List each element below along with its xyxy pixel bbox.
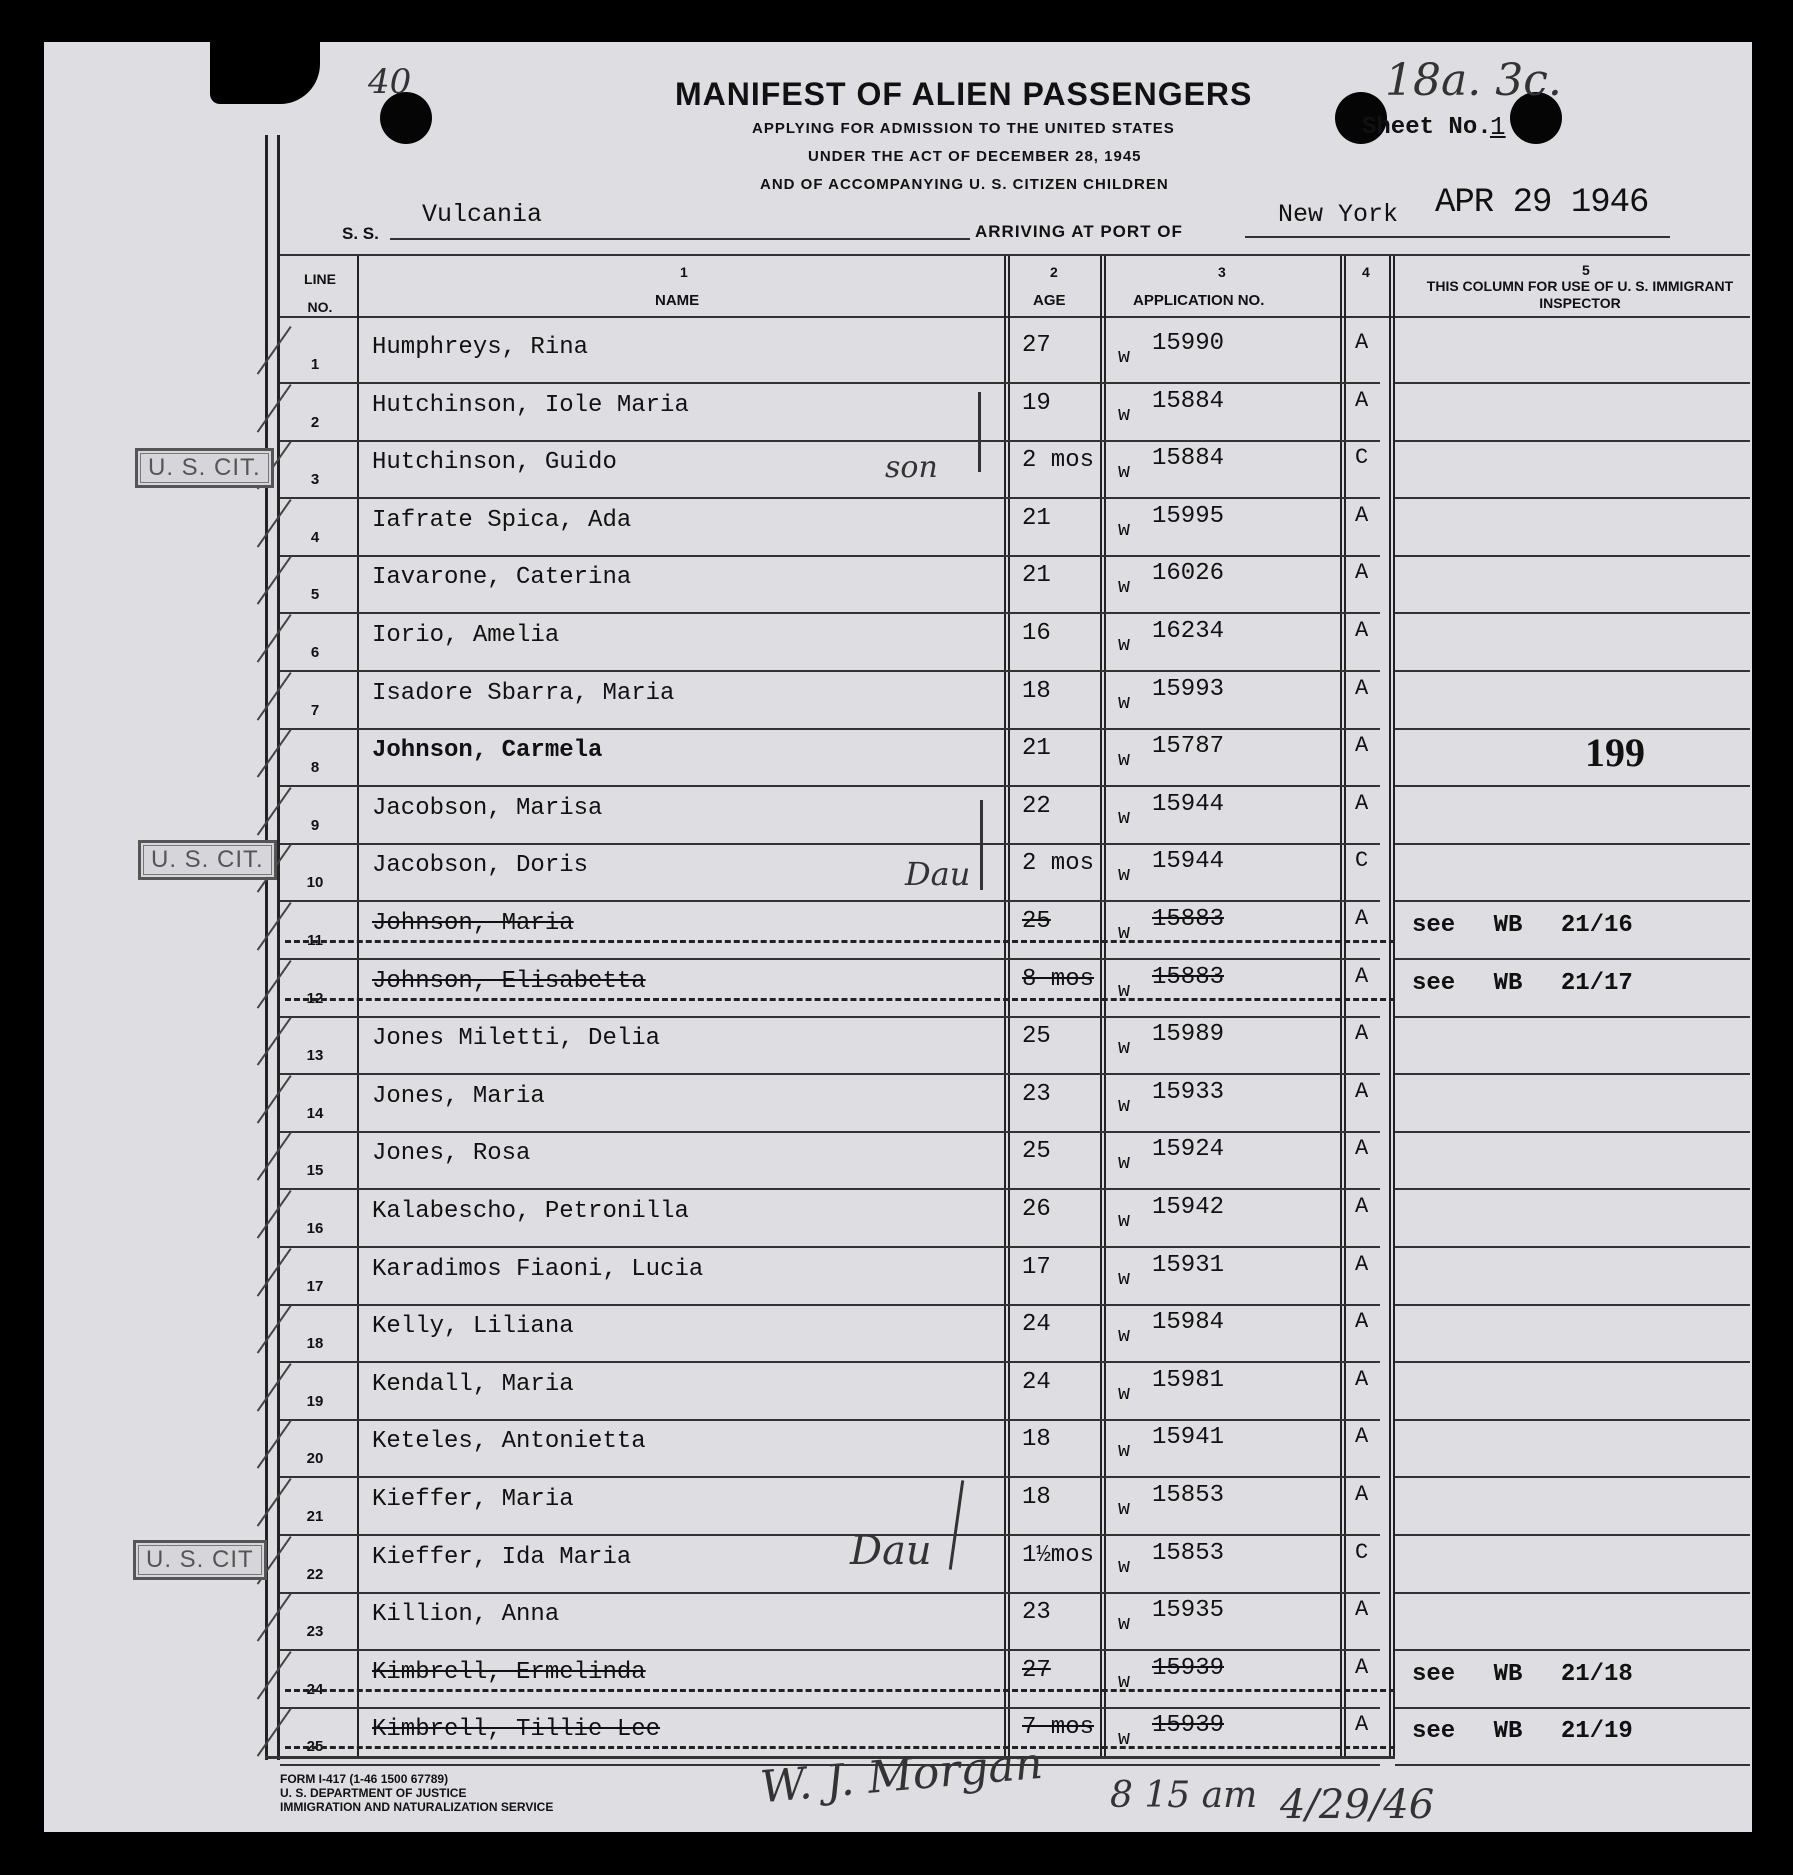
line-number: 19 (306, 1392, 324, 1410)
dau-bracket-line (980, 800, 983, 890)
w-mark: w (1118, 518, 1131, 542)
line-no-header: LINE NO. (304, 271, 336, 315)
check-mark (257, 326, 292, 375)
inspector-row-rule (1395, 1764, 1750, 1766)
inspector-note: see WB 21/16 (1412, 912, 1633, 939)
w-mark: w (1118, 691, 1131, 715)
top-left-note: 40 (368, 62, 412, 102)
line-number: 17 (306, 1277, 324, 1295)
w-mark: w (1118, 1440, 1131, 1464)
passenger-age: 8 mos (1022, 965, 1095, 993)
class-code: A (1355, 733, 1369, 759)
header-bottom-line (280, 316, 1750, 318)
w-mark: w (1118, 576, 1131, 600)
note-dau-1: Dau (905, 855, 971, 893)
table-row (0, 1593, 1793, 1651)
check-mark (257, 1132, 292, 1181)
passenger-name: Kendall, Maria (372, 1370, 574, 1398)
line-number: 10 (306, 874, 324, 892)
time-note: 8 15 am (1110, 1775, 1258, 1816)
col2-number: 2 (1050, 264, 1058, 280)
cancel-dash-line (285, 1746, 1395, 1749)
passenger-age: 23 (1022, 1599, 1051, 1627)
check-mark (257, 960, 292, 1009)
application-number: 15942 (1152, 1194, 1225, 1221)
passenger-name: Humphreys, Rina (372, 334, 589, 361)
check-mark (257, 729, 292, 778)
class-code: C (1355, 1539, 1369, 1565)
date-note: 4/29/46 (1280, 1782, 1435, 1828)
passenger-age: 18 (1022, 1426, 1051, 1454)
class-code: A (1355, 1482, 1369, 1507)
application-number: 15884 (1152, 445, 1225, 473)
service-name: IMMIGRATION AND NATURALIZATION SERVICE (280, 1800, 554, 1814)
line-number: 11 (307, 932, 323, 949)
class-code: A (1355, 1021, 1369, 1047)
check-mark (257, 556, 292, 605)
table-row (0, 729, 1793, 787)
line-number: 14 (306, 1104, 324, 1122)
class-code: A (1355, 330, 1369, 355)
check-mark (257, 1478, 292, 1527)
cancel-dash-line (285, 940, 1395, 943)
passenger-name: Johnson, Maria (372, 910, 574, 937)
subtitle-3: AND OF ACCOMPANYING U. S. CITIZEN CHILDREN (760, 176, 1169, 193)
class-code: A (1355, 1136, 1369, 1162)
passenger-age: 7 mos (1022, 1714, 1095, 1742)
w-mark: w (1118, 1382, 1131, 1406)
us-citizen-stamp: U. S. CIT (133, 1540, 267, 1580)
table-row (0, 326, 1793, 384)
passenger-age: 18 (1022, 1484, 1051, 1511)
application-number: 15990 (1152, 330, 1225, 357)
passenger-age: 21 (1022, 735, 1051, 763)
check-mark (257, 614, 292, 663)
application-number: 15883 (1152, 906, 1225, 933)
line-number: 12 (306, 989, 324, 1007)
class-code: A (1355, 963, 1369, 989)
cancel-dash-line (285, 1689, 1395, 1692)
inspector-signature: W. J. Morgan (758, 1737, 1045, 1814)
passenger-name: Karadimos Fiaoni, Lucia (372, 1255, 704, 1283)
application-number: 15931 (1152, 1251, 1225, 1279)
sheet-number: 1 (1490, 112, 1506, 142)
passenger-age: 2 mos (1022, 850, 1095, 878)
w-mark: w (1118, 1267, 1131, 1291)
passenger-name: Kalabescho, Petronilla (372, 1198, 689, 1225)
col3-number: 3 (1218, 264, 1226, 280)
line-number: 3 (310, 471, 320, 489)
passenger-age: 19 (1022, 389, 1051, 417)
table-row (0, 556, 1793, 614)
passenger-age: 2 mos (1022, 447, 1095, 475)
check-mark (257, 1651, 292, 1700)
application-number: 15935 (1152, 1597, 1225, 1625)
check-mark (257, 1420, 292, 1469)
table-row (0, 1017, 1793, 1075)
passenger-age: 1½mos (1022, 1541, 1095, 1569)
inspector-note: see WB 21/18 (1412, 1660, 1633, 1688)
us-citizen-stamp: U. S. CIT. (135, 448, 274, 488)
class-code: A (1355, 790, 1369, 816)
col4-number: 4 (1362, 264, 1370, 280)
w-mark: w (1118, 922, 1131, 945)
passenger-age: 21 (1022, 504, 1051, 532)
passenger-age: 21 (1022, 562, 1051, 590)
class-code: A (1355, 1309, 1369, 1335)
line-number: 18 (306, 1335, 324, 1353)
table-row (0, 1248, 1793, 1306)
application-number: 15939 (1152, 1712, 1225, 1740)
table-row (0, 1132, 1793, 1190)
sheet-label: Sheet No. (1362, 114, 1492, 141)
line-number: 1 (310, 356, 320, 373)
application-number: 15884 (1152, 387, 1225, 415)
passenger-age: 24 (1022, 1368, 1051, 1396)
class-code: A (1355, 387, 1369, 413)
table-row (0, 1420, 1793, 1478)
application-number: 15941 (1152, 1424, 1225, 1452)
table-row (0, 672, 1793, 730)
class-code: A (1355, 1366, 1369, 1392)
passenger-name: Kelly, Liliana (372, 1313, 574, 1341)
w-mark: w (1118, 1325, 1131, 1349)
passenger-name: Jones Miletti, Delia (372, 1025, 661, 1053)
line-number: 5 (310, 586, 320, 604)
form-number: FORM I-417 (1-46 1500 67789) (280, 1772, 449, 1786)
line-number: 7 (310, 701, 320, 719)
passenger-name: Jones, Maria (372, 1082, 545, 1110)
passenger-name: Jacobson, Doris (372, 852, 589, 880)
w-mark: w (1118, 1152, 1131, 1176)
table-row (0, 902, 1793, 960)
application-number: 15989 (1152, 1021, 1225, 1049)
passenger-age: 23 (1022, 1080, 1051, 1108)
passenger-age: 22 (1022, 792, 1051, 820)
inspector-note: 199 (1585, 730, 1645, 776)
w-mark: w (1118, 1037, 1131, 1061)
passenger-name: Jacobson, Marisa (372, 794, 603, 822)
class-code: A (1355, 560, 1369, 586)
application-number: 15939 (1152, 1654, 1225, 1682)
table-row (0, 787, 1793, 845)
line-number: 2 (310, 413, 320, 431)
inspector-note: see WB 21/19 (1412, 1718, 1633, 1746)
application-number: 15883 (1152, 963, 1225, 991)
line-number: 8 (310, 759, 320, 777)
check-mark (257, 499, 292, 548)
ss-label: S. S. (342, 224, 379, 243)
line-number: 4 (310, 528, 320, 546)
w-mark: w (1118, 1670, 1131, 1694)
check-mark (257, 1017, 292, 1066)
w-mark: w (1118, 1555, 1131, 1579)
class-code: A (1355, 1424, 1369, 1450)
class-code: A (1355, 1712, 1369, 1738)
w-mark: w (1118, 634, 1131, 657)
table-row (0, 499, 1793, 557)
application-number: 15993 (1152, 675, 1225, 703)
w-mark: w (1118, 749, 1131, 773)
passenger-name: Johnson, Carmela (372, 737, 603, 765)
table-top-line (280, 254, 1750, 256)
application-number: 15981 (1152, 1366, 1225, 1394)
us-citizen-stamp: U. S. CIT. (138, 840, 277, 880)
line-number: 23 (306, 1623, 324, 1641)
passenger-name: Killion, Anna (372, 1601, 560, 1629)
check-mark (257, 902, 292, 951)
note-dau-2: Dau (850, 1528, 932, 1574)
application-number: 15853 (1152, 1482, 1225, 1509)
line-number: 13 (306, 1047, 324, 1065)
check-mark (257, 672, 292, 721)
table-row (0, 1363, 1793, 1421)
class-code: A (1355, 1251, 1369, 1277)
table-row (0, 384, 1793, 442)
passenger-age: 17 (1022, 1253, 1051, 1281)
passenger-name: Kieffer, Ida Maria (372, 1543, 632, 1571)
arrival-date-stamp: APR 29 1946 (1435, 184, 1649, 222)
table-row (0, 960, 1793, 1018)
passenger-age: 25 (1022, 1023, 1051, 1051)
class-code: C (1355, 445, 1369, 471)
passenger-age: 25 (1022, 908, 1051, 935)
check-mark (257, 1708, 292, 1757)
check-mark (257, 1075, 292, 1124)
w-mark: w (1118, 1498, 1131, 1521)
class-code: A (1355, 1597, 1369, 1623)
application-number: 16026 (1152, 560, 1225, 588)
torn-corner (210, 42, 320, 104)
passenger-name: Keteles, Antonietta (372, 1428, 646, 1456)
class-code: A (1355, 502, 1369, 528)
check-mark (257, 1305, 292, 1354)
ship-name: Vulcania (422, 200, 543, 229)
check-mark (257, 1190, 292, 1239)
department-name: U. S. DEPARTMENT OF JUSTICE (280, 1786, 467, 1800)
w-mark: w (1118, 346, 1131, 369)
top-right-note: 18a. 3c. (1385, 55, 1562, 106)
col5-number: 5 (1582, 262, 1590, 278)
w-mark: w (1118, 461, 1131, 485)
passenger-name: Iafrate Spica, Ada (372, 506, 632, 534)
col1-number: 1 (680, 264, 688, 280)
table-row (0, 614, 1793, 672)
passenger-name: Iavarone, Caterina (372, 564, 632, 592)
application-number: 15787 (1152, 733, 1225, 761)
line-number: 22 (306, 1565, 324, 1583)
application-number: 16234 (1152, 618, 1225, 645)
port-name: New York (1278, 200, 1399, 229)
application-header: APPLICATION NO. (1133, 292, 1265, 309)
passenger-age: 25 (1022, 1138, 1051, 1166)
table-row (0, 1190, 1793, 1248)
passenger-name: Jones, Rosa (372, 1140, 531, 1168)
passenger-name: Kimbrell, Ermelinda (372, 1658, 646, 1686)
w-mark: w (1118, 403, 1131, 427)
class-code: A (1355, 1194, 1369, 1219)
son-bracket-line (978, 392, 981, 472)
w-mark: w (1118, 979, 1131, 1003)
passenger-name: Kimbrell, Tillie Lee (372, 1716, 661, 1744)
passenger-name: Kieffer, Maria (372, 1486, 574, 1513)
passenger-age: 26 (1022, 1196, 1051, 1223)
age-header: AGE (1033, 292, 1066, 309)
line-number: 6 (310, 644, 320, 661)
inspector-note: see WB 21/17 (1412, 969, 1633, 997)
application-number: 15933 (1152, 1078, 1225, 1106)
line-number: 15 (306, 1162, 324, 1180)
application-number: 15853 (1152, 1539, 1225, 1567)
application-number: 15944 (1152, 790, 1225, 818)
passenger-name: Hutchinson, Guido (372, 449, 617, 477)
application-number: 15924 (1152, 1136, 1225, 1164)
port-underline (1245, 236, 1670, 238)
port-label: ARRIVING AT PORT OF (975, 222, 1183, 241)
w-mark: w (1118, 1728, 1131, 1752)
ship-underline (390, 238, 970, 240)
class-code: A (1355, 1654, 1369, 1680)
passenger-age: 27 (1022, 332, 1051, 359)
w-mark: w (1118, 1210, 1131, 1233)
passenger-name: Isadore Sbarra, Maria (372, 679, 675, 707)
check-mark (257, 1363, 292, 1412)
w-mark: w (1118, 1094, 1131, 1118)
line-number: 21 (306, 1508, 324, 1525)
table-row (0, 1305, 1793, 1363)
class-code: A (1355, 675, 1369, 701)
name-header: NAME (655, 292, 700, 309)
passenger-age: 24 (1022, 1311, 1051, 1339)
class-code: A (1355, 1078, 1369, 1104)
check-mark (257, 384, 292, 433)
w-mark: w (1118, 1613, 1131, 1637)
line-number: 24 (306, 1680, 324, 1698)
subtitle-2: UNDER THE ACT OF DECEMBER 28, 1945 (808, 148, 1142, 165)
check-mark (257, 1248, 292, 1297)
inspector-header: THIS COLUMN FOR USE OF U. S. IMMIGRANT INSPECTOR (1426, 278, 1734, 311)
line-number: 9 (310, 816, 320, 834)
cancel-dash-line (285, 998, 1395, 1001)
check-mark (257, 787, 292, 836)
passenger-name: Hutchinson, Iole Maria (372, 391, 689, 419)
passenger-age: 16 (1022, 620, 1051, 647)
line-number: 16 (306, 1220, 324, 1237)
check-mark (257, 1593, 292, 1642)
application-number: 15995 (1152, 502, 1225, 530)
w-mark: w (1118, 864, 1131, 888)
application-number: 15984 (1152, 1309, 1225, 1337)
line-number: 20 (306, 1450, 324, 1468)
class-code: A (1355, 618, 1369, 643)
w-mark: w (1118, 806, 1131, 830)
class-code: A (1355, 906, 1369, 931)
line-number: 25 (306, 1738, 324, 1756)
note-son: son (885, 450, 938, 485)
passenger-age: 27 (1022, 1656, 1051, 1684)
manifest-title: MANIFEST OF ALIEN PASSENGERS (675, 76, 1253, 112)
passenger-age: 18 (1022, 677, 1051, 705)
class-code: C (1355, 848, 1369, 874)
passenger-name: Iorio, Amelia (372, 622, 560, 649)
passenger-name: Johnson, Elisabetta (372, 967, 646, 995)
table-row (0, 1075, 1793, 1133)
table-row (0, 1651, 1793, 1709)
subtitle-1: APPLYING FOR ADMISSION TO THE UNITED STATES (752, 120, 1175, 137)
application-number: 15944 (1152, 848, 1225, 876)
